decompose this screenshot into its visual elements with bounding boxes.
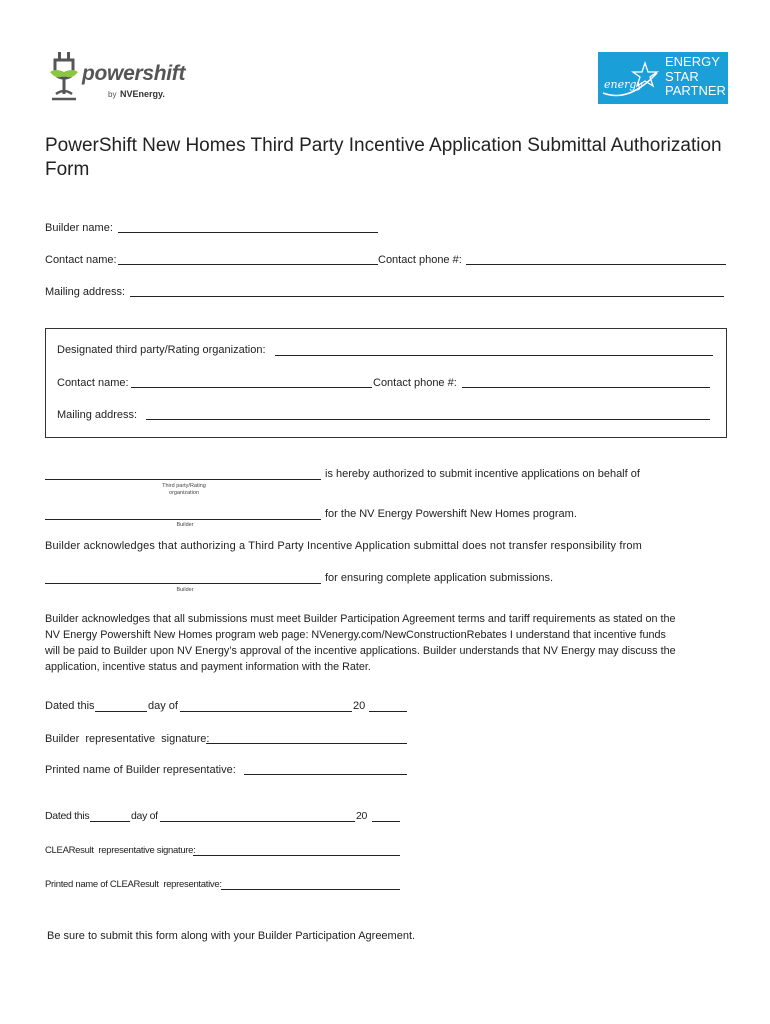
third-party-caption: Third party/Rating organization [162,483,206,496]
clear-year-field[interactable] [372,821,400,822]
acknowledgement-paragraph [45,611,725,675]
builder-year-field[interactable] [369,711,407,712]
completeness-text: for ensuring complete application submissions. [325,572,554,584]
clear-day-of-label: day of [131,810,158,822]
contact-phone-field[interactable] [466,264,726,265]
badge-line-2: STAR [665,68,699,84]
builder-caption-2: Builder [176,587,194,593]
third-party-org-field[interactable] [275,355,713,356]
energy-star-mark [599,53,661,103]
mailing-address-label: Mailing address: [45,286,126,298]
responsibility-ack: Builder acknowledges that authorizing a Third Party Incentive Application submittal does not transfer responsibility from [45,540,642,552]
badge-line-1: ENERGY [665,54,720,69]
energy-script: energy [604,78,643,91]
energy-star-text [665,55,726,99]
builder-month-field[interactable] [180,711,352,712]
authorization-text: is hereby authorized to submit incentive applications on behalf of [325,468,640,480]
footer-note: Be sure to submit this form along with your Builder Participation Agreement. [47,930,416,942]
third-party-mailing-address-field[interactable] [146,419,710,420]
clear-printed-name-label: Printed name of CLEAResult representative: [45,879,222,890]
clear-signature-field[interactable] [193,855,400,856]
clear-signature-label: CLEAResult representative signature: [45,845,196,856]
clear-printed-name-field[interactable] [221,889,400,890]
paragraph-line-4: application, incentive status and payment information with the Rater. [45,661,371,673]
powershift-logo [46,50,186,106]
mailing-address-field[interactable] [130,296,724,297]
builder-caption-1: Builder [176,522,194,528]
clear-year-label: 20 [356,810,368,822]
third-party-contact-name-label: Contact name: [57,377,129,389]
energy-star-badge [598,52,728,104]
clear-dated-label: Dated this [45,810,90,822]
builder-printed-name-field[interactable] [244,774,407,775]
builder-blank-1[interactable] [45,519,321,520]
builder-signature-label: Builder representative signature: [45,733,210,745]
page-title: PowerShift New Homes Third Party Incentive Application Submittal Authorization Form [45,135,722,180]
paragraph-line-1: Builder acknowledges that all submissions must meet Builder Participation Agreement terms and tariff requirements as stated on the [45,613,676,625]
third-party-contact-name-field[interactable] [131,387,372,388]
contact-name-field[interactable] [118,264,378,265]
badge-line-3: PARTNER [665,83,726,98]
third-party-box [45,328,727,438]
builder-name-field[interactable] [118,232,378,233]
contact-phone-label: Contact phone #: [378,254,462,266]
builder-blank-2[interactable] [45,583,321,584]
third-party-org-blank[interactable] [45,479,321,480]
paragraph-line-3: will be paid to Builder upon NV Energy’s approval of the incentive applications. Builder understands that NV Energy may discuss the [45,645,676,657]
builder-printed-name-label: Printed name of Builder representative: [45,764,236,776]
logo-by: by [108,90,117,99]
contact-name-label: Contact name: [45,254,117,266]
builder-name-label: Builder name: [45,222,113,234]
logo-wordmark: powershift [82,62,186,85]
clear-month-field[interactable] [160,821,355,822]
program-text: for the NV Energy Powershift New Homes program. [325,508,577,520]
third-party-org-label: Designated third party/Rating organization: [57,344,266,356]
clear-day-field[interactable] [90,821,130,822]
third-party-contact-phone-field[interactable] [462,387,710,388]
third-party-contact-phone-label: Contact phone #: [373,377,457,389]
third-party-mailing-address-label: Mailing address: [57,409,138,421]
plug-sprout-icon [46,50,82,104]
nv-energy-logo: NVEnergy. [120,89,165,99]
builder-dated-label: Dated this [45,700,95,712]
paragraph-line-2: NV Energy Powershift New Homes program web page: NVenergy.com/NewConstructionRebates I understand that incentive funds [45,629,666,641]
builder-day-field[interactable] [95,711,147,712]
builder-day-of-label: day of [148,700,178,712]
builder-signature-field[interactable] [206,743,407,744]
builder-year-label: 20 [353,700,366,712]
